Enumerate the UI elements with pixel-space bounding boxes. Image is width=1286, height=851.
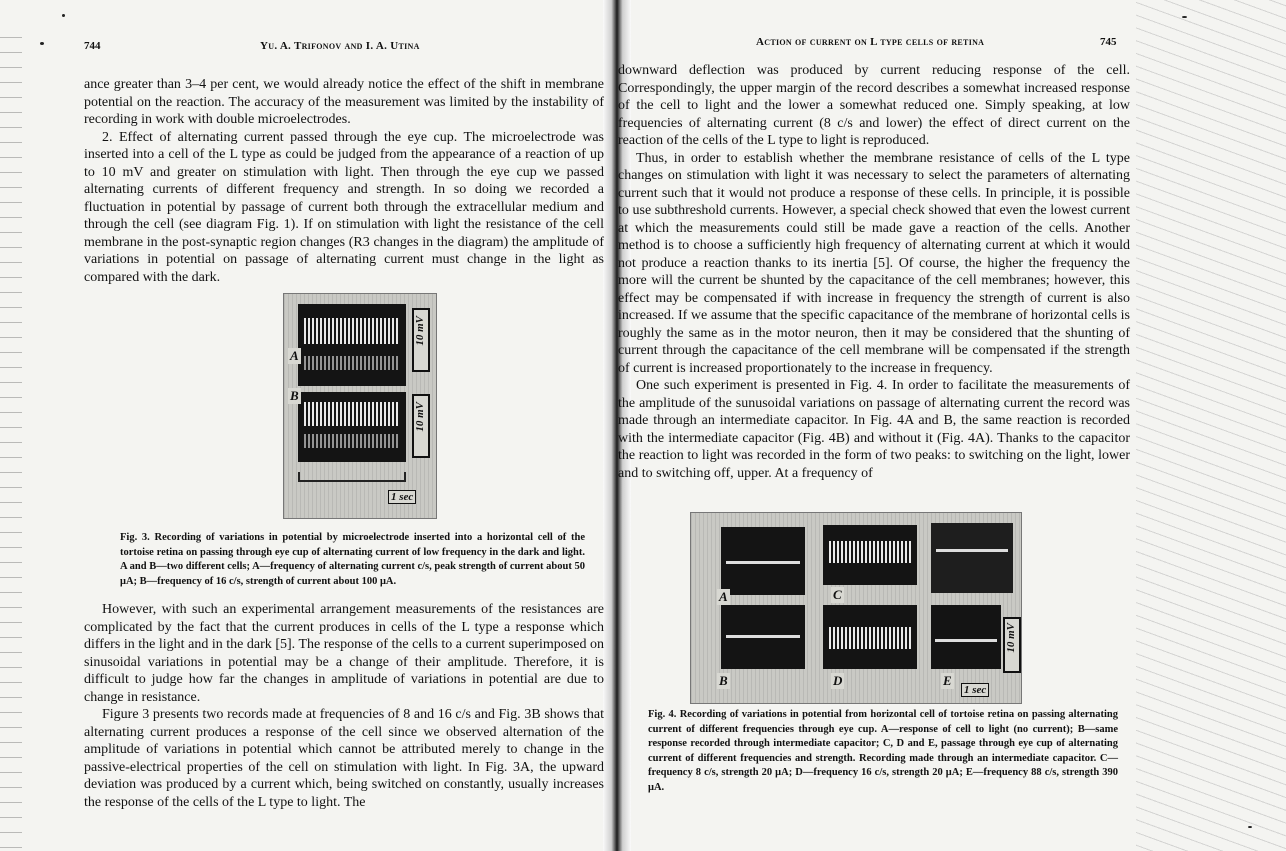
- figure-4-label-c: C: [833, 587, 842, 602]
- figure-4-label-e: E: [943, 673, 952, 688]
- figure-3-trace-b: [298, 392, 406, 462]
- figure-4-caption: Fig. 4. Recording of variations in potential from horizontal cell of tortoise retina on passing alternating current of different frequencies through eye cup. A—response of cell to light (no current); B—same response recorded through intermediate capacitor; C, D and E, passage through eye cup of alternating current of different frequencies and strength. Recording made through an intermediate capacitor. C—frequency 8 c/s, strength 20 μA; D—frequency 16 c/s, strength 20 μA; E—frequency 88 c/s, strength 390 μA.: [648, 709, 1118, 793]
- figure-4-trace-a: [721, 527, 805, 595]
- left-paragraph-2: 2. Effect of alternating current passed through the eye cup. The microelectrode was inserted into a cell of the L type as could be judged from the appearance of a reaction of up to 10 mV and greater on stimulation with light. Then through the eye cup we passed alternating currents of different frequency and strength. In so doing we recorded a fluctuation in potential by passage of current both through the extracellular medium and through the cell (see diagram Fig. 1). If on stimulation with light the resistance of the cell membrane in the post-synaptic region changes (R3 changes in the diagram) the amplitude of variations in potential on passage of alternating current must change in the light as compared with the dark.: [84, 129, 604, 285]
- left-page-number: 744: [84, 40, 101, 52]
- figure-4-photo: [690, 512, 1022, 704]
- figure-3-trace-a: [298, 304, 406, 386]
- left-page-header: [84, 40, 604, 56]
- figure-3-time-marker: [298, 472, 406, 482]
- figure-3-scale-label-1: 10 mV: [414, 316, 426, 346]
- figure-4-trace-c: [823, 525, 917, 585]
- right-paragraph-3: One such experiment is presented in Fig. 4. In order to facilitate the measurements of the amplitude of the sunusoidal variations on passage of alternating current the record was made through an intermediate capacitor. In Fig. 4A and B, the same reaction is recorded with the intermediate capacitor (Fig. 4B) and without it (Fig. 4A). Thanks to the capacitor the reaction to light was recorded in the form of two peaks: to switching on the light, lower and to switching off, upper. At a frequency of: [618, 378, 1130, 481]
- scan-left-edge: [0, 30, 22, 851]
- figure-3-scale-box-1: [412, 308, 430, 372]
- left-page-lower-text: [84, 601, 604, 811]
- scan-speck: [1182, 16, 1187, 18]
- scan-right-edge: [1136, 0, 1286, 851]
- left-paragraph-4: Figure 3 presents two records made at frequencies of 8 and 16 c/s and Fig. 3B shows that alternating current produces a response of the cell since we observed alternation of the amplitude of variations in potential which cannot be attributed merely to change in the passive-electrical properties of the cell on stimulation with light. In Fig. 3A, the upward deviation was produced by a current which, being switched on constantly, usually increases the response of the cells of the L type to light. The: [84, 707, 604, 810]
- figure-4-trace-e-top: [931, 523, 1013, 593]
- figure-4-label-d: D: [833, 673, 843, 688]
- figure-4-time-scale: 1 sec: [961, 683, 989, 697]
- figure-4-trace-d: [823, 605, 917, 669]
- figure-4-scale-box: [1003, 617, 1021, 673]
- figure-3-time-scale: 1 sec: [388, 490, 416, 504]
- figure-4-scale-label: 10 mV: [1005, 623, 1017, 653]
- right-page: [618, 36, 1130, 482]
- scan-speck: [62, 14, 65, 17]
- figure-3-label-a: A: [290, 348, 299, 363]
- figure-3-photo: [283, 293, 437, 519]
- figure-3-scale-box-2: [412, 394, 430, 458]
- left-paragraph-1: ance greater than 3–4 per cent, we would already notice the effect of the shift in membrane potential on the reaction. The accuracy of the measurement was limited by the instability of recording in work with double microelectrodes.: [84, 77, 604, 127]
- left-page: [84, 40, 604, 286]
- left-running-head: Yu. A. Trifonov and I. A. Utina: [260, 40, 420, 52]
- figure-3-caption: Fig. 3. Recording of variations in potential by microelectrode inserted into a horizontal cell of the tortoise retina on passing through eye cup of alternating current of low frequency in the dark and light. A and B—two different cells; A—frequency of alternating current c/s, peak strength of current about 50 μA; B—frequency of 16 c/s, strength of current about 100 μA.: [120, 532, 585, 587]
- figure-4-trace-e: [931, 605, 1001, 669]
- figure-4-label-b: B: [719, 673, 728, 688]
- figure-3-label-b: B: [290, 388, 299, 403]
- figure-3-scale-label-2: 10 mV: [414, 402, 426, 432]
- figure-4-label-a: A: [719, 589, 728, 604]
- scan-speck: [40, 42, 44, 45]
- right-page-header: [618, 36, 1130, 52]
- right-paragraph-1: downward deflection was produced by current reducing response of the cell. Correspondingly, the upper margin of the record describes a somewhat increased response of the cell to light and the lower a somewhat reduced one. Simply speaking, at low frequencies of alternating current (8 c/s and lower) the effect of direct current on the reaction of the cells of the L type to light is reproduced.: [618, 63, 1130, 148]
- figure-4-trace-b: [721, 605, 805, 669]
- right-running-head: Action of current on L type cells of retina: [756, 36, 985, 48]
- right-paragraph-2: Thus, in order to establish whether the membrane resistance of cells of the L type changes on stimulation with light it was necessary to select the parameters of alternating current such that it would not produce a response of these cells. In principle, it is possible to use subthreshold currents. However, a special check showed that even the lowest current at which the measurements could still be made gave a reaction of the cells. Another method is to choose a sufficiently high frequency of alternating current at which it would not produce a reaction thanks to its inertia [5]. Of course, the higher the frequency the more will the current be shunted by the capacitance of the cell membranes; however, this effect may be compensated if with increase in frequency the strength of current is also increased. If we assume that the specific capacitance of the membrane of horizontal cells is roughly the same as in the motor neuron, then it may be considered that the shunting of current through the capacitance of the cell membrane will be compensated if the strength of current is increased proportionately to the increase in frequency.: [618, 150, 1130, 376]
- left-paragraph-3: However, with such an experimental arrangement measurements of the resistances are complicated by the fact that the current produces in cells of the L type a response which differs in the light and in the dark [5]. The response of the cells to a current superimposed on sinusoidal variations in potential may be a change of their amplitude. Therefore, it is difficult to judge how far the changes in amplitude of variations in potential are due to change in resistance.: [84, 602, 604, 705]
- right-page-number: 745: [1100, 36, 1117, 48]
- scan-speck: [1248, 826, 1252, 828]
